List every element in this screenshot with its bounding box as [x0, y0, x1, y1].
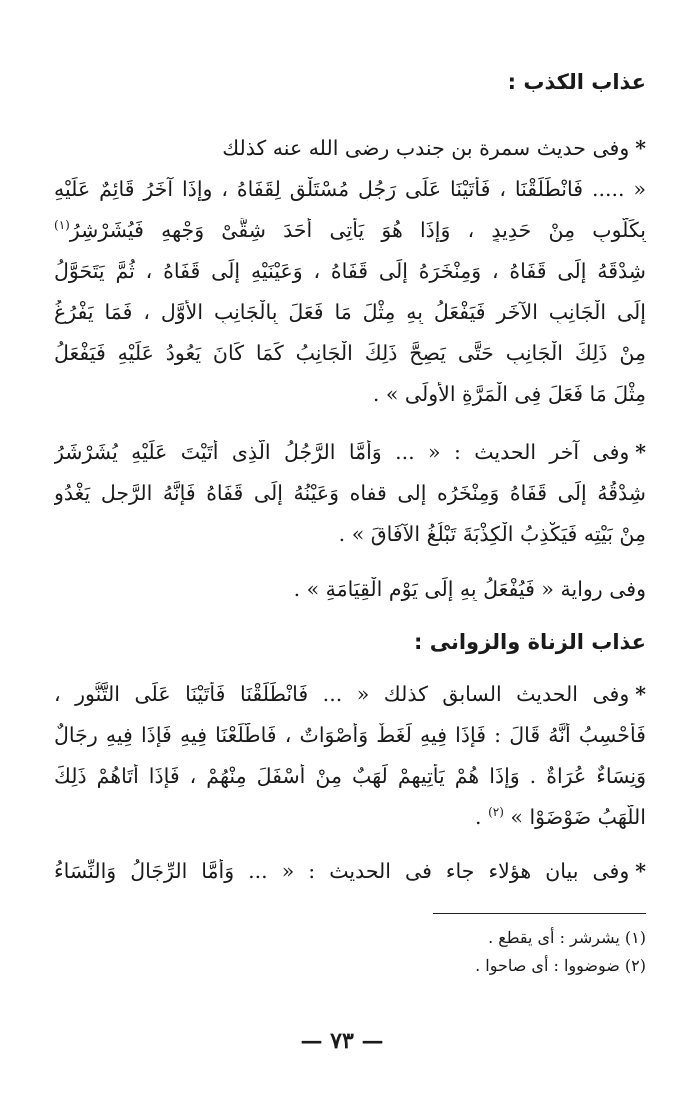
text-line: وَنِسَاءٌ عُرَاةٌ . وَإِذَا هُمْ يَأْتِيهِمْ لَهَبٌ مِنْ أَسْفَلَ مِنْهُمْ ، فَإِذَا أَتَاهُمْ ذَلِكَ: [54, 764, 646, 788]
bullet-marker: *: [635, 136, 646, 160]
text-line: اللَّهَبُ ضَوْضَوْا » $^{(٢)}$ .: [475, 805, 646, 829]
bullet-marker: *: [635, 440, 646, 464]
text-line: مِثْلَ مَا فَعَلَ فِى الْمَرَّةِ الأُولَى » .: [372, 382, 646, 406]
footnote-2: (٢) ضوضووا : أى صاحوا .: [475, 956, 646, 975]
line-text: اللَّهَبُ ضَوْضَوْا »: [510, 805, 646, 829]
section-heading-lying: عذاب الكذب :: [507, 70, 646, 94]
footnote-ref: (٢): [488, 805, 504, 820]
text-line: مِنْ بَيْتِه فَيَكْذِبُ الْكِذْبَةَ تَبْلُغُ الآفَاقَ » .: [338, 522, 646, 546]
text-line: إِلَى الْجَانِبِ الآخَرِ فَيَفْعَلُ بِهِ مِثْلَ مَا فَعَلَ بِالْجَانِبِ الأَوَّلِ ، فَمَا يَفْرُغُ: [54, 300, 646, 324]
text-line: فَأَحْسِبُ أَنَّهُ قَالَ : فَإِذَا فِيهِ لَغَطٌ وَأَصْوَاتٌ ، فَاطَّلَعْنَا فِيهِ فَإِذَا فِيهِ رِجَالٌ: [54, 723, 646, 747]
bullet-marker: *: [635, 682, 646, 706]
text-line: « ..... فَانْطَلَقْنَا ، فَأَتَيْنَا عَلَى رَجُلٍ مُسْتَلْقٍ لِقَفَاهُ ، وإِذَا آخَرُ قَائِمٌ عَلَيْهِ: [54, 177, 646, 201]
footnote-ref: (١): [54, 218, 70, 233]
text-line: [54, 218, 646, 242]
text-line: شِدْقُهُ إِلَى قَفَاهُ وَمِنْخَرُه إِلى قفاه وَعَيْنُهُ إِلَى قَفَاهُ فَإِنَّهُ الرَّجل يَغْدُو: [54, 481, 646, 505]
line-text: بِكَلُّوبٍ مِنْ حَدِيدٍ ، وَإِذَا هُوَ يَأْتِى أَحَدَ شِقَّىْ وَجْهِهِ فَيُشَرْشِرُ: [69, 218, 646, 242]
footnote-divider: [433, 913, 646, 914]
page-number: — ٧٣ —: [300, 1028, 384, 1054]
bullet-marker: *: [635, 859, 646, 883]
text-line: وفى رواية « فَيُفْعَلُ بِهِ إِلَى يَوْمِ الْقِيَامَةِ » .: [293, 577, 646, 601]
line-text: وفى الحديث السابق كذلك « ... فَانْطَلَقْنَا فَأَتَيْنَا عَلَى التَّنُّورِ ،: [54, 682, 630, 706]
text-line: [54, 136, 646, 160]
line-text: وفى حديث سمرة بن جندب رضى الله عنه كذلك: [222, 136, 630, 160]
line-text: وفى بيان هؤلاء جاء فى الحديث : « ... وَأَمَّا الرِّجَالُ وَالنِّسَاءُ: [54, 859, 630, 883]
section-heading-adulterers: عذاب الزناة والزوانى :: [413, 630, 646, 654]
line-text: وفى آخر الحديث : « ... وَأَمَّا الرَّجُلُ الَّذِى أَتَيْتَ عَلَيْهِ يُشَرْشَرُ: [54, 440, 630, 464]
text-line: [54, 682, 646, 706]
text-line: [54, 440, 646, 464]
text-line: [54, 859, 646, 883]
text-line: مِنْ ذَلِكَ الْجَانِبِ حَتَّى يَصِحَّ ذَلِكَ الْجَانِبُ كَمَا كَانَ يَعُودُ عَلَيْهِ فَيَفْعَلُ: [54, 341, 646, 365]
footnote-1: (١) يشرشر : أى يقطع .: [488, 928, 646, 947]
text-line: شِدْقَهُ إِلَى قَفَاهُ ، وَمِنْخَرَهُ إِلَى قَفَاهُ ، وَعَيْنَيْهِ إِلَى قَفَاهُ ، ثُمَّ يَتَحَوَّلُ: [54, 259, 646, 283]
